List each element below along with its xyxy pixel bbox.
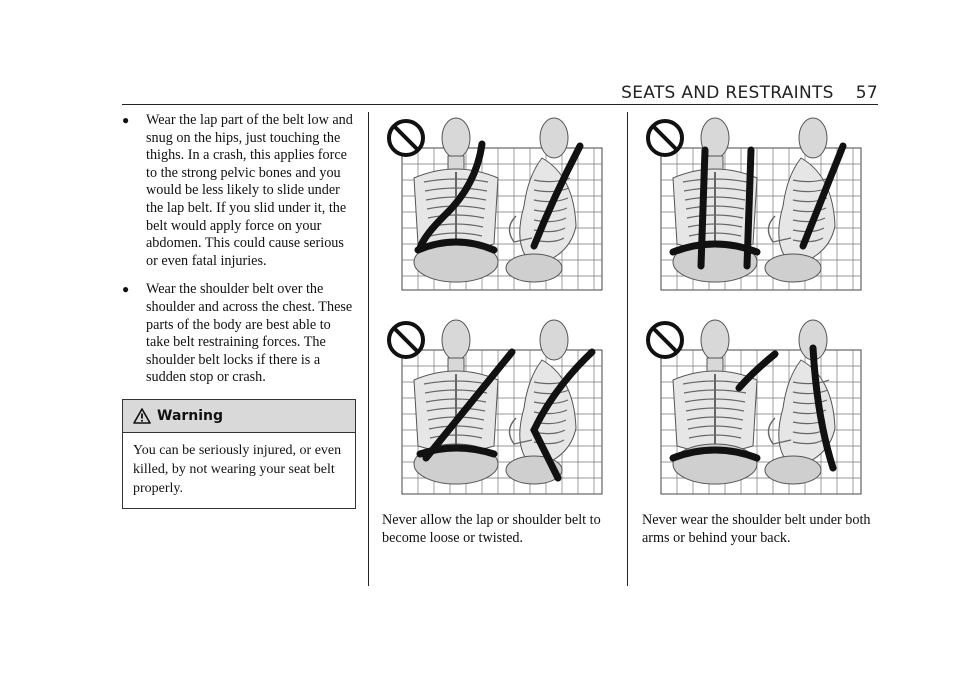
warning-header: [123, 400, 355, 433]
text-column: [122, 112, 356, 509]
page-number: 57: [855, 83, 878, 103]
belt-strap: [701, 150, 705, 266]
hip-shape: [765, 456, 821, 484]
prohibited-icon: [648, 121, 682, 155]
head-shape: [540, 320, 568, 360]
warning-box: [122, 399, 356, 509]
figure-belt-behind-back: [643, 318, 865, 496]
neck-shape: [707, 358, 723, 372]
front-torso: [673, 320, 757, 484]
warning-text: You can be seriously injured, or even killed, by not wearing your seat belt properly.: [133, 442, 342, 496]
head-shape: [540, 118, 568, 158]
figure-twisted-belt: [384, 318, 606, 496]
bullet-icon: ●: [122, 282, 130, 297]
caption-under-arms: Never wear the shoulder belt under both arms or behind your back.: [642, 512, 871, 546]
neck-shape: [707, 156, 723, 170]
hip-shape: [506, 254, 562, 282]
head-shape: [799, 118, 827, 158]
column-divider-right: [627, 112, 628, 586]
neck-shape: [448, 358, 464, 372]
warning-title: Warning: [157, 407, 224, 424]
prohibited-icon: [389, 323, 423, 357]
bullet-list: [122, 112, 356, 387]
list-item: [122, 112, 356, 270]
head-shape: [442, 118, 470, 158]
list-item-text: Wear the lap part of the belt low and snug on the hips, just touching the thighs. In a crash, this applies force to the strong pelvic bones and you would be less likely to slide under the lap belt. If you slid under it, the belt would apply force on your abdomen. This could cause serious or even fatal injuries.: [146, 112, 353, 269]
page-header: [620, 82, 878, 104]
section-title: SEATS AND RESTRAINTS: [621, 83, 834, 103]
column-divider-left: [368, 112, 369, 586]
bullet-icon: ●: [122, 113, 130, 127]
head-shape: [701, 320, 729, 360]
list-item-text: Wear the shoulder belt over the shoulder and across the chest. These parts of the body are best able to take belt restraining forces. The shoulder belt locks if there is a sudden stop or crash.: [146, 281, 353, 386]
warning-triangle-icon: [133, 408, 151, 424]
prohibited-icon: [648, 323, 682, 357]
hip-shape: [765, 254, 821, 282]
figure-loose-belt: [384, 116, 606, 292]
header-rule: [122, 104, 878, 105]
list-item: [122, 281, 356, 387]
head-shape: [442, 320, 470, 360]
prohibited-icon: [389, 121, 423, 155]
caption-loose-belt: Never allow the lap or shoulder belt to become loose or twisted.: [382, 512, 601, 546]
neck-shape: [448, 156, 464, 170]
figure-belt-under-arms: [643, 116, 865, 292]
